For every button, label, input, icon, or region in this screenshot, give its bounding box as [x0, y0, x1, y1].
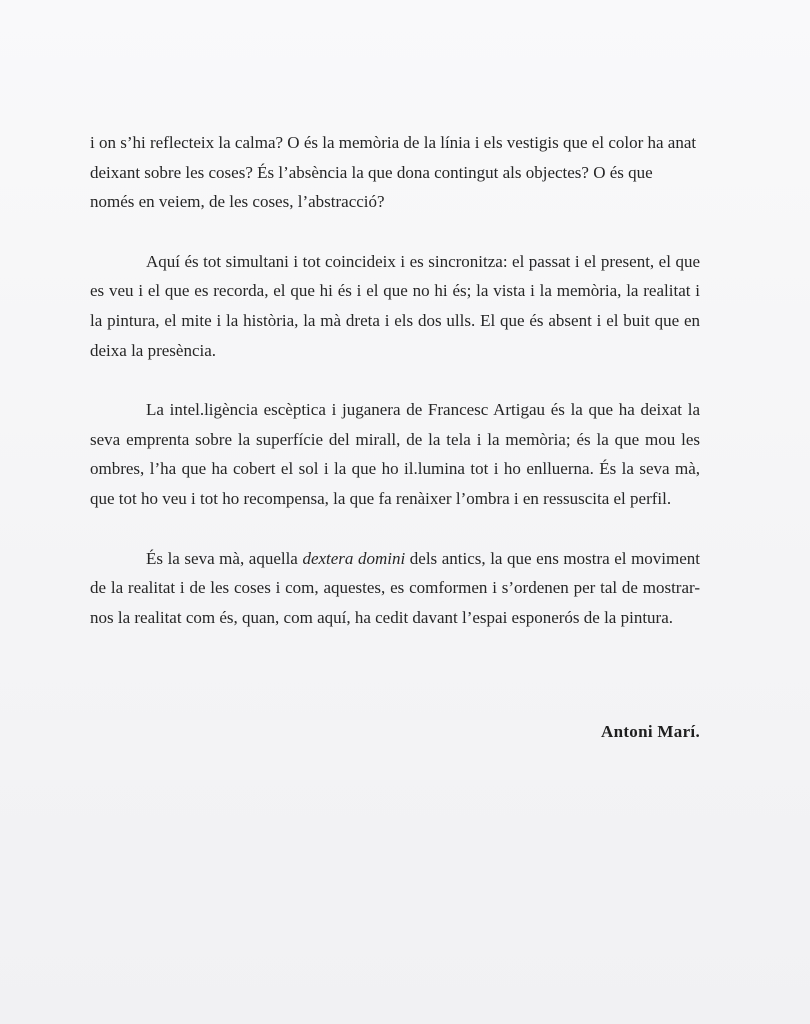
latin-phrase: dextera domini	[302, 548, 406, 568]
paragraph-4-rest: dels antics, la que ens mostra el moviment de la realitat i de les coses i com, aquestes, es comformen i s’ordenen per tal de mostrar-nos la realitat com és, quan, com aquí, ha cedit davant l’espai esponerós de la pintura.	[90, 548, 701, 627]
author-signature: Antoni Marí.	[601, 722, 700, 741]
paragraph-4	[90, 544, 700, 633]
paragraph-1: i on s’hi reflecteix la calma? O és la memòria de la línia i els vestigis que el color ha anat deixant sobre les coses? És l’absència la que dona contingut als objectes? O és que només en veiem, de les coses, l’abstracció?	[90, 133, 697, 212]
essay-body	[90, 128, 700, 632]
paragraph-4-lead: És la seva mà, aquella	[146, 548, 303, 568]
paragraph-3: La intel.ligència escèptica i juganera de Francesc Artigau és la que ha deixat la seva emprenta sobre la superfície del mirall, de la tela i la memòria; és la que mou les ombres, l’ha que ha cobert el sol i la que ho il.lumina tot i ho enlluerna. És la seva mà, que tot ho veu i tot ho recompensa, la que fa renàixer l’ombra i en ressuscita el perfil.	[90, 400, 700, 508]
paragraph-2: Aquí és tot simultani i tot coincideix i es sincronitza: el passat i el present, el que es veu i el que es recorda, el que hi és i el que no hi és; la vista i la memòria, la realitat i la pintura, el mite i la història, la mà dreta i els dos ulls. El que és absent i el buit que en deixa la presència.	[90, 251, 700, 360]
